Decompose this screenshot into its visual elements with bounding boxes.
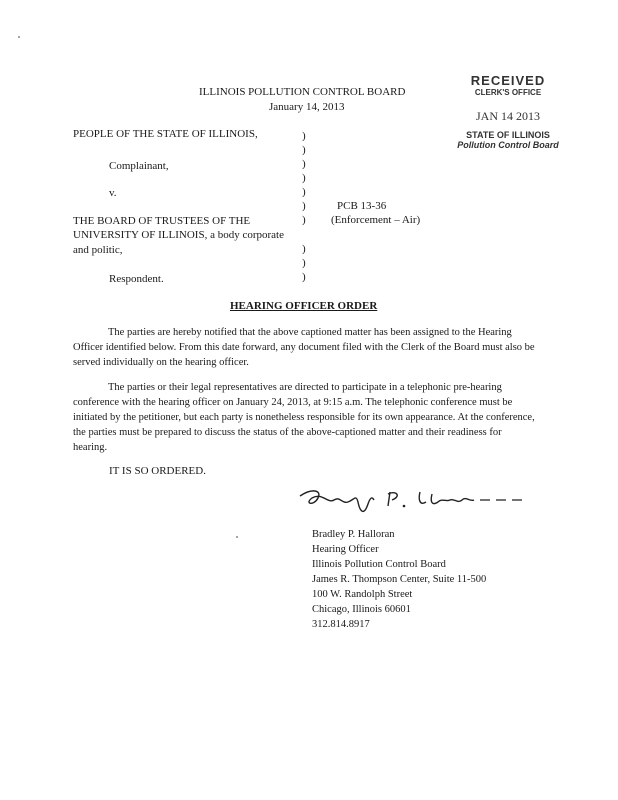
caption-paren: ) [302,130,306,142]
signer-board: Illinois Pollution Control Board [312,559,446,570]
order-date: January 14, 2013 [269,101,345,113]
case-number: PCB 13-36 [337,200,387,212]
board-heading: ILLINOIS POLLUTION CONTROL BOARD [199,86,406,98]
received-stamp [447,74,569,150]
caption-paren: ) [302,186,306,198]
caption-plaintiff: PEOPLE OF THE STATE OF ILLINOIS, [73,128,258,140]
signer-address2: 100 W. Randolph Street [312,589,413,600]
order-title: HEARING OFFICER ORDER [230,300,378,312]
scan-speck [18,36,20,38]
caption-paren: ) [302,144,306,156]
caption-paren: ) [302,200,306,212]
signer-name: Bradley P. Halloran [312,529,395,540]
order-paragraph-1: The parties are hereby notified that the above captioned matter has been assigned to the Hearing Officer identified below. From this date forward, any document filed with the Clerk of the Board must also be served individually on the hearing officer. [73,327,535,368]
signer-phone: 312.814.8917 [312,619,370,630]
caption-respondent: Respondent. [109,273,164,285]
caption-complainant: Complainant, [109,160,169,172]
order-paragraph-2: The parties or their legal representatives are directed to participate in a telephonic pre-hearing conference with the hearing officer on January 24, 2013, at 9:15 a.m. The telephonic conference must be initiated by the petitioner, but each party is nonetheless responsible for its own appearance. At the conference, the parties must be prepared to discuss the status of the above-captioned matter and their readiness for hearing. [73,382,535,453]
caption-paren: ) [302,172,306,184]
signer-city: Chicago, Illinois 60601 [312,604,411,615]
scan-speck [236,536,238,538]
stamp-board: Pollution Control Board [457,140,559,150]
signer-address1: James R. Thompson Center, Suite 11-500 [312,574,487,585]
caption-defendant-line1: THE BOARD OF TRUSTEES OF THE [73,215,251,227]
caption-paren: ) [302,214,306,226]
caption-defendant-line2: UNIVERSITY OF ILLINOIS, a body corporate [73,229,284,241]
caption-paren: ) [302,271,306,283]
caption-paren: ) [302,243,306,255]
caption-paren: ) [302,158,306,170]
case-type: (Enforcement – Air) [331,214,421,226]
order-closing: IT IS SO ORDERED. [109,465,206,477]
signer-title: Hearing Officer [312,544,379,555]
caption-versus: v. [109,187,117,199]
stamp-received: RECEIVED [470,73,546,88]
caption-paren: ) [302,257,306,269]
caption-defendant-line3: and politic, [73,244,123,256]
stamp-office: CLERK'S OFFICE [474,88,542,97]
signature-image [292,482,552,522]
stamp-state: STATE OF ILLINOIS [466,130,550,140]
stamp-date: JAN 14 2013 [475,109,540,123]
